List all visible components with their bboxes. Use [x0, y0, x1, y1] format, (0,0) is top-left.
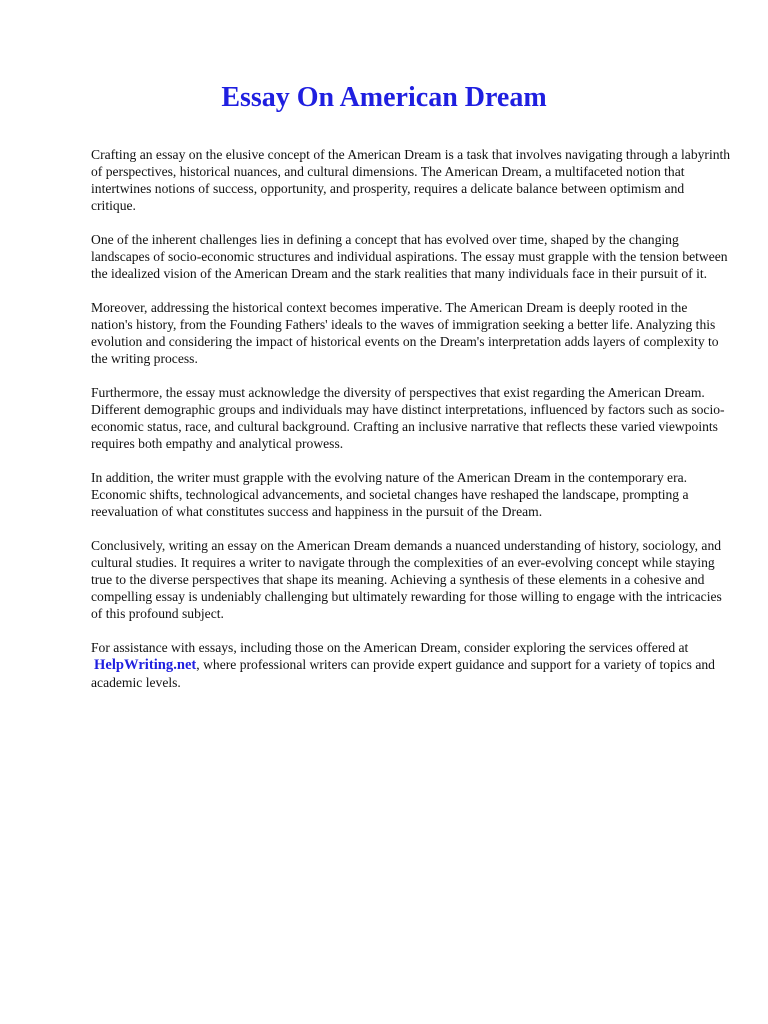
paragraph-3: Moreover, addressing the historical context becomes imperative. The American Dream is deeply rooted in the nation's history, from the Founding Fathers' ideals to the waves of immigration seeking a better life. Analyzing this evolution and considering the impact of historical events on the Dream's interpretation adds layers of complexity to the writing process.: [91, 300, 719, 366]
final-paragraph-outro: , where professional writers can provide expert guidance and support for a variety of topics and academic levels.: [91, 657, 715, 690]
paragraph-final: [91, 639, 731, 691]
helpwriting-link[interactable]: HelpWriting.net: [94, 657, 197, 673]
paragraph-2: One of the inherent challenges lies in defining a concept that has evolved over time, shaped by the changing landscapes of socio-economic structures and individual aspirations. The essay must grapple with the tension between the idealized vision of the American Dream and the stark realities that many individuals face in their pursuit of it.: [91, 232, 728, 281]
paragraph-1: Crafting an essay on the elusive concept of the American Dream is a task that involves navigating through a labyrinth of perspectives, historical nuances, and cultural dimensions. The American Dream, a multifaceted notion that intertwines notions of success, opportunity, and prosperity, requires a delicate balance between optimism and critique.: [91, 147, 731, 213]
paragraph-4: Furthermore, the essay must acknowledge the diversity of perspectives that exist regarding the American Dream. Different demographic groups and individuals may have distinct interpretations, influenced by factors such as socio-economic status, race, and cultural background. Crafting an inclusive narrative that reflects these varied viewpoints requires both empathy and analytical prowess.: [91, 385, 725, 451]
page-title: Essay On American Dream: [221, 82, 547, 113]
final-paragraph-intro: For assistance with essays, including those on the American Dream, consider exploring the services offered at: [91, 640, 689, 655]
paragraph-6: Conclusively, writing an essay on the American Dream demands a nuanced understanding of history, sociology, and cultural studies. It requires a writer to navigate through the complexities of an ever-evolving concept while staying true to the diverse perspectives that shape its meaning. Achieving a synthesis of these elements in a cohesive and compelling essay is undeniably challenging but ultimately rewarding for those willing to engage with the intricacies of this profound subject.: [91, 538, 722, 621]
essay-body: [91, 146, 731, 708]
paragraph-5: In addition, the writer must grapple with the evolving nature of the American Dream in the contemporary era. Economic shifts, technological advancements, and societal changes have reshaped the landscape, prompting a reevaluation of what constitutes success and happiness in the pursuit of the Dream.: [91, 470, 689, 519]
